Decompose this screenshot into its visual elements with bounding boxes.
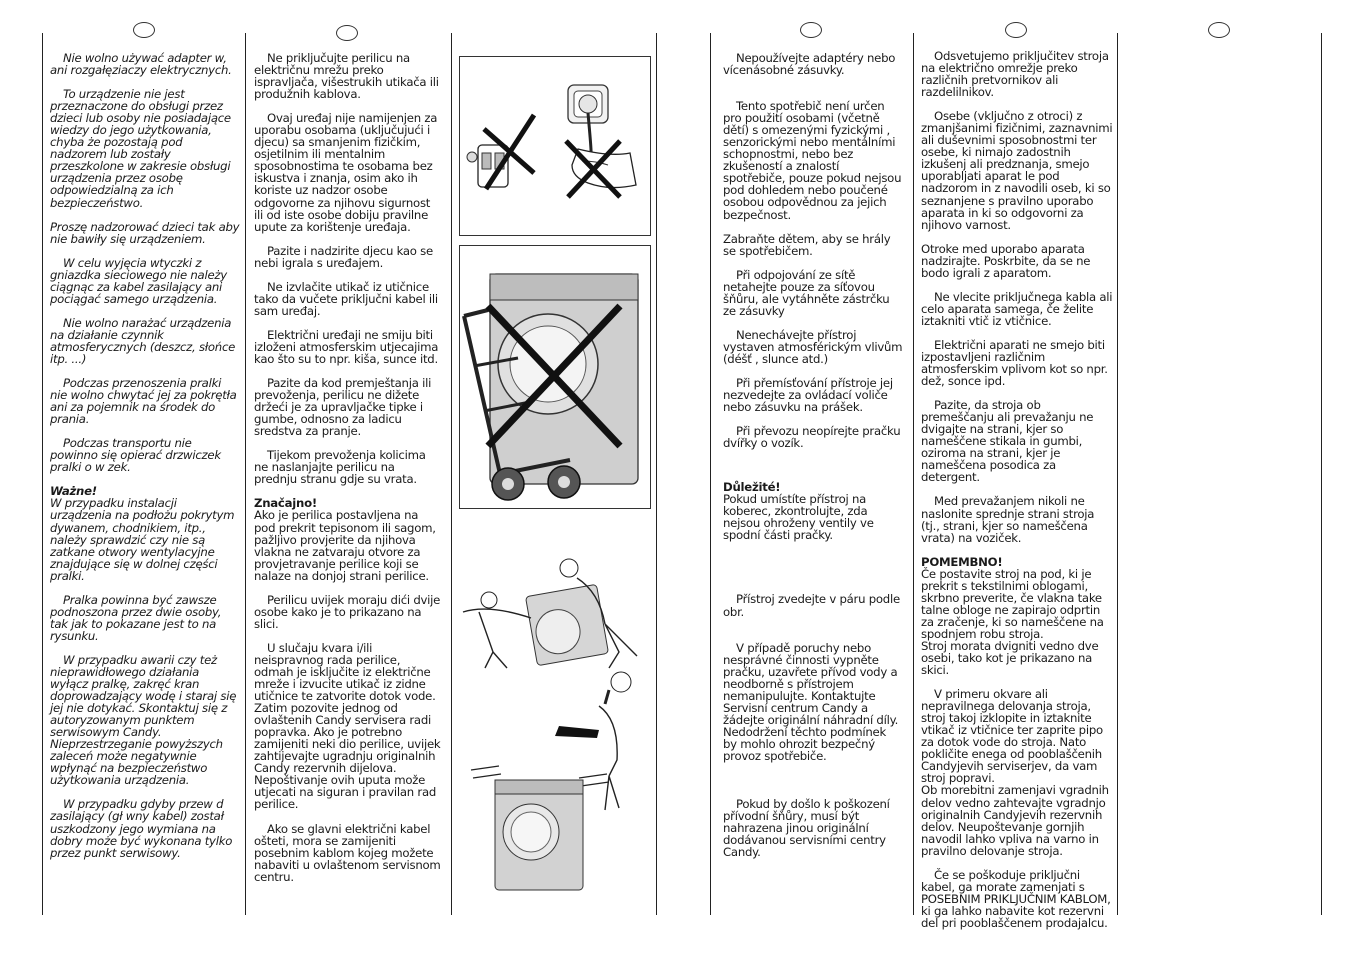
paragraph: Ne priključujte perilicu na električnu mrežu preko ispravljača, višestrukih utikača ili produžnih kablova. <box>254 51 439 102</box>
paragraph: Při odpojování ze sítě netahejte pouze za síťovou šňůru, ale vytáhněte zástrčku ze zásuvky <box>723 267 890 318</box>
illustration-malfunction <box>459 660 649 892</box>
paragraph: Proszę nadzorować dzieci tak aby nie bawiły się urządzeniem. <box>50 219 240 246</box>
paragraph: To urządzenie nie jest przeznaczone do obsługi przez dzieci lub osoby nie posiadające wiedzy do jego użytkowania, chyba że pozostają pod nadzorem lub zostały przeszkolone w zakresie obsługi urządzenia przez osobę odpowiedzialną za ich bezpieczeństwo. <box>50 87 231 210</box>
polish-column <box>50 52 240 871</box>
column-divider <box>42 33 43 915</box>
paragraph: Električni uređaji ne smiju biti izloženi atmosferskim utjecajima kao što su to npr. kiša, sunce itd. <box>254 327 439 366</box>
paragraph: Zabraňte dětem, aby se hrály se spotřebičem. <box>723 231 891 258</box>
paragraph: Pazite i nadzirite djecu kao se nebi igrala s uređajem. <box>254 243 433 270</box>
paragraph: Nie wolno narażać urządzenia na działanie czynnik atmosferycznych (deszcz, słońce itp. ...) <box>50 315 236 366</box>
paragraph: Ne izvlačite utikač iz utičnice tako da vučete priključni kabel ili sam uređaj. <box>254 279 438 318</box>
paragraph: Perilicu uvijek moraju dići dvije osobe kako je to prikazano na slici. <box>254 592 441 631</box>
paragraph: W przypadku instalacji urządzenia na podłożu pokrytym dywanem, chodnikiem, itp., należy sprawdzić czy nie są zatkane otwory wentylacyjne znajdujące się w dolnej części pralki. <box>50 496 235 583</box>
paragraph: Nenechávejte přístroj vystaven atmosférickým vlivům (déšť , slunce atd.) <box>723 327 903 366</box>
column-divider <box>710 33 711 915</box>
paragraph: Pazite, da stroja ob premeščanju ali prevažanju ne dvigajte na strani, kjer so nameščene stikala in gumbi, oziroma na strani, kjer je nameščena posodica za detergent. <box>921 398 1094 485</box>
section-heading: POMEMBNO! <box>921 554 1003 569</box>
paragraph: Med prevažanjem nikoli ne naslonite sprednje strani stroja (tj., strani, kjer so nameščena vrata) na voziček. <box>921 494 1095 545</box>
paragraph: Při převozu neopírejte pračku dvířky o vozík. <box>723 424 901 451</box>
column-divider <box>451 33 452 915</box>
paragraph: Otroke med uporabo aparata nadzirajte. Poskrbite, da se ne bodo igrali z aparatom. <box>921 241 1091 280</box>
column-divider <box>913 33 914 915</box>
illustration-no-trolley <box>459 245 651 509</box>
paragraph: Stroj morata dvigniti vedno dve osebi, tako kot je prikazano na skici. <box>921 638 1099 678</box>
language-marker-circle <box>1005 22 1027 38</box>
section-heading: Důležité! <box>723 480 781 495</box>
paragraph: Ako je perilica postavljena na pod prekrit tepisonom ili sagom, pažljivo provjerite da njihova vlakna ne zatvaraju otvore za provjetravanje perilice koji se nalaze na donjoj strani perilice. <box>254 508 436 583</box>
paragraph: Při přemísťování přístroje jej nezvedejte za ovládací voliče nebo zásuvku na prášek. <box>723 375 893 415</box>
language-marker-circle <box>336 25 358 41</box>
paragraph: W przypadku awarii czy też nieprawidłowego działania wyłącz pralkę, zakręć kran doprowadzający wodę i staraj się jej nie dotykać. Skontaktuj się z autoryzowanym punktem serwisowym Candy. Nieprzestrzeganie powyższych zaleceń może negatywnie wpłynąć na bezpieczeństwo użytkowania urządzenia. <box>50 652 237 788</box>
illustration-two-person-lift <box>459 552 649 670</box>
paragraph: U slučaju kvara i/ili neispravnog rada perilice, odmah je isključite iz električne mreže i izvucite utikač iz zidne utičnice te zatvorite dotok vode. Zatim pozovite jednog od ovlaštenih Candy servisera radi popravka. Ako je potrebno zamijeniti neki dio perilice, uvijek zahtijevajte ugradnju originalnih Candy rezervnih dijelova. Nepoštivanje ovih uputa može utjecati na siguran i pravilan rad perilice. <box>254 640 441 812</box>
paragraph: Pokud by došlo k poškození přívodní šňůry, musí být nahrazena jinou originální dodávanou servisními centry Candy. <box>723 797 890 860</box>
column-divider <box>1321 33 1322 915</box>
paragraph: Tijekom prevoženja kolicima ne naslanjajte perilicu na prednju stranu gdje su vrata. <box>254 448 426 487</box>
section-heading: Značajno! <box>254 496 317 511</box>
section-heading: Ważne! <box>50 484 97 499</box>
paragraph: Ne vlecite priključnega kabla ali celo aparata samega, če želite iztakniti vtič iz vtičnice. <box>921 289 1113 328</box>
paragraph: Podczas transportu nie powinno się opierać drzwiczek pralki o w zek. <box>50 436 221 475</box>
paragraph: Pazite da kod premještanja ili prevoženja, perilicu ne dižete držeći je za upravljačke tipke i gumbe, odnosno za ladicu sredstva za pranje. <box>254 376 432 439</box>
paragraph: Odsvetujemo priključitev stroja na električno omrežje preko različnih pretvornikov ali razdelilnikov. <box>921 49 1109 100</box>
paragraph: Ovaj uređaj nije namijenjen za uporabu osobama (uključujući i djecu) sa smanjenim fizičkim, osjetilnim ili mentalnim sposobnostima te osobama bez iskustva i znanja, osim ako ih koriste uz nadzor osobe odgovorne za njihovu sigurnost ili od iste osobe dobiju pravilne upute za korištenje uređaja. <box>254 111 438 234</box>
illustration-no-adapters <box>459 56 651 236</box>
paragraph: Tento spotřebič není určen pro použití osobami (včetně dětí) s omezenými fyzickými , senzorickými nebo mentálními schopnostmi, nebo bez zkušeností a znalostí spotřebiče, pouze pokud nejsou pod dohledem nebo poučené osobou odpovědnou za jejich bezpečnost. <box>723 99 902 222</box>
paragraph: Přístroj zvedejte v páru podle obr. <box>723 592 900 619</box>
column-divider <box>1117 33 1118 915</box>
paragraph: V primeru okvare ali nepravilnega delovanja stroja, stroj takoj izklopite in iztaknite vtikač iz vtičnice ter zaprite pipo za dotok vode do stroja. Nato pokličite enega od pooblaščenih Candyjevih serviserjev, da vam stroj popravi. <box>921 687 1103 786</box>
language-marker-circle <box>133 22 155 38</box>
language-marker-circle <box>1208 22 1230 38</box>
croatian-column <box>254 52 441 895</box>
paragraph: Ako se glavni električni kabel ošteti, mora se zamijeniti posebnim kablom kojeg možete nabaviti u ovlaštenom servisnom centru. <box>254 821 441 884</box>
column-divider <box>656 33 657 915</box>
paragraph: Nie wolno używać adapter w, ani rozgałęziaczy elektrycznych. <box>50 51 232 78</box>
paragraph: Ob morebitni zamenjavi vgradnih delov vedno zahtevajte vgradnjo originalnih Candyjevih rezervnih delov. Neupoštevanje gornjih navodil lahko vpliva na varno in pravilno delovanje stroja. <box>921 783 1109 858</box>
language-marker-circle <box>800 22 822 38</box>
paragraph: W celu wyjęcia wtyczki z gniazdka sieciowego nie należy ciągnąc za kabel zasilający ani pociągać samego urządzenia. <box>50 255 227 306</box>
paragraph: Pralka powinna być zawsze podnoszona przez dwie osoby, tak jak to pokazane jest to na rysunku. <box>50 592 222 643</box>
paragraph: Če se poškoduje priključni kabel, ga morate zamenjati s POSEBNIM PRIKLJUČNIM KABLOM, ki ga lahko nabavite kot rezervni del pri pooblaščenem prodajalcu. <box>921 867 1111 930</box>
paragraph: Pokud umístíte přístroj na koberec, zkontrolujte, zda nejsou ohroženy ventily ve spodní části pračky. <box>723 492 874 543</box>
paragraph: Osebe (vključno z otroci) z zmanjšanimi fizičnimi, zaznavnimi ali duševnimi sposobnostmi ter osebe, ki nimajo zadostnih izkušenj ali predznanja, smejo uporabljati aparat le pod nadzorom in z navodili oseb, ki so seznanjene s pravilno uporabo aparata in ki so odgovorni za njihovo varnost. <box>921 109 1113 232</box>
column-divider <box>245 33 246 915</box>
paragraph: Nepoužívejte adaptéry nebo vícenásobné zásuvky. <box>723 51 896 78</box>
paragraph: V případě poruchy nebo nesprávné činnosti vypněte pračku, uzavřete přívod vody a neodborně s přístrojem nemanipulujte. Kontaktujte Servisní centrum Candy a žádejte originální náhradní díly. Nedodržení těchto podmínek by mohlo ohrozit bezpečný provoz spotřebiče. <box>723 640 899 763</box>
paragraph: W przypadku gdyby przew d zasilający (gł wny kabel) został uszkodzony jego wymiana na dobry może być wykonana tylko przez punkt serwisowy. <box>50 797 233 860</box>
paragraph: Če postavite stroj na pod, ki je prekrit s tekstilnimi oblogami, skrbno preverite, če vlakna take talne obloge ne zapirajo odprtin za zračenje, ki so nameščene na spodnjem robu stroja. <box>921 566 1104 641</box>
czech-column <box>723 52 903 870</box>
paragraph: Podczas przenoszenia pralki nie wolno chwytać jej za pokrętła ani za pojemnik na środek do prania. <box>50 376 237 427</box>
slovenian-column <box>921 50 1113 941</box>
paragraph: Električni aparati ne smejo biti izpostavljeni različnim atmosferskim vplivom kot so npr. dež, sonce ipd. <box>921 337 1108 389</box>
